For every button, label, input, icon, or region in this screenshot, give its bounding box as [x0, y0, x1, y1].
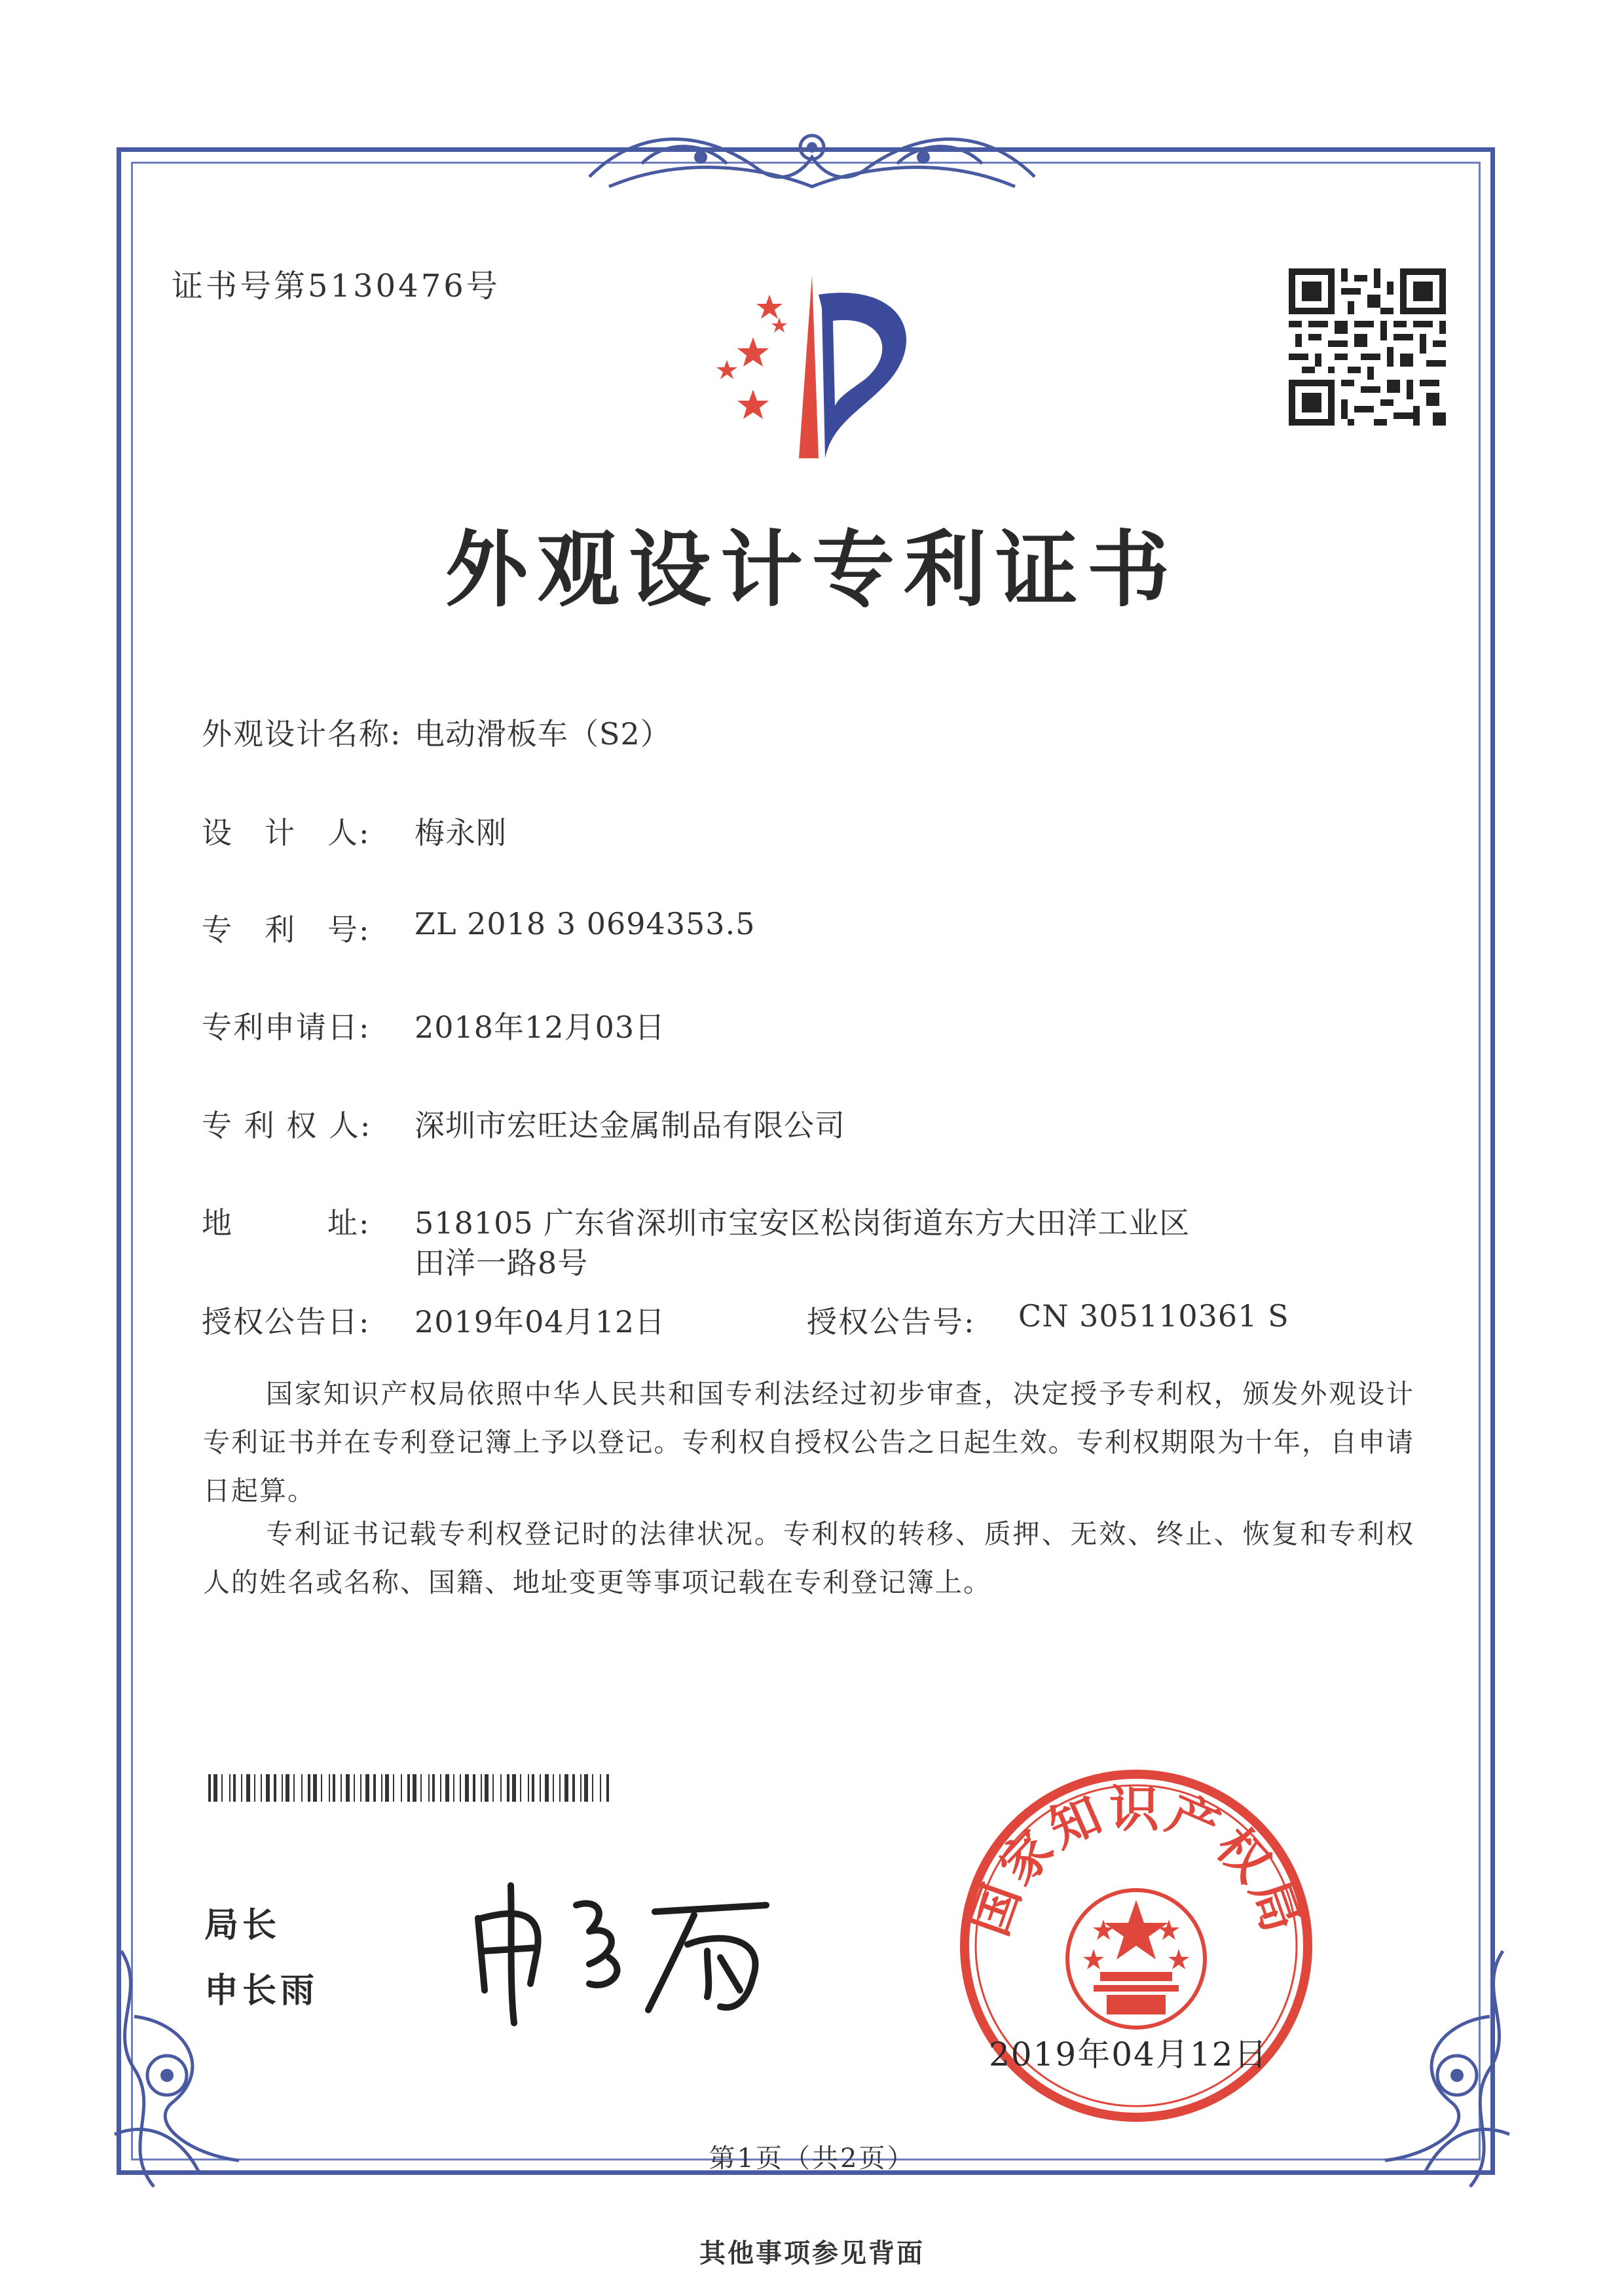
barcode-bar: [532, 1774, 534, 1802]
handwritten-signature: [458, 1879, 825, 2030]
barcode-bar: [520, 1774, 521, 1802]
barcode-bar: [500, 1774, 502, 1802]
footer-note: 其他事项参见背面: [699, 2238, 925, 2269]
signer-title: 局长: [204, 1905, 281, 1945]
barcode-bar: [208, 1774, 211, 1802]
certificate-title: 外观设计专利证书: [445, 521, 1179, 618]
barcode-bar: [274, 1774, 276, 1802]
barcode: [208, 1774, 614, 1802]
patentee-value: 深圳市宏旺达金属制品有限公司: [415, 1108, 845, 1143]
barcode-bar: [241, 1774, 242, 1802]
barcode-bar: [407, 1774, 410, 1802]
designer-label: 设 计 人:: [202, 815, 371, 850]
barcode-bar: [445, 1774, 449, 1802]
barcode-bar: [413, 1774, 416, 1802]
patentee-label: 专 利 权 人:: [202, 1108, 372, 1143]
designer-value: 梅永刚: [415, 815, 507, 850]
barcode-bar: [606, 1774, 609, 1802]
barcode-bar: [360, 1774, 361, 1802]
barcode-bar: [432, 1774, 435, 1802]
barcode-bar: [321, 1774, 322, 1802]
body-paragraph-1: 国家知识产权局依照中华人民共和国专利法经过初步审查，决定授予专利权，颁发外观设计专利证书并在专利登记簿上予以登记。专利权自授权公告之日起生效。专利权期限为十年，自申请日起算。: [203, 1378, 1414, 1506]
page-number: 第1页（共2页）: [709, 2143, 915, 2174]
barcode-bar: [286, 1774, 289, 1802]
barcode-bar: [545, 1774, 549, 1802]
barcode-bar: [528, 1774, 529, 1802]
design-name-label: 外观设计名称:: [202, 716, 402, 752]
barcode-bar: [254, 1774, 255, 1802]
barcode-bar: [301, 1774, 303, 1802]
barcode-bar: [507, 1774, 509, 1802]
filing-date-label: 专利申请日:: [202, 1010, 371, 1045]
barcode-bar: [564, 1774, 568, 1802]
barcode-bar: [229, 1774, 231, 1802]
barcode-bar: [481, 1774, 482, 1802]
top-ornament: [563, 111, 1061, 210]
barcode-bar: [385, 1774, 389, 1802]
patent-number-label: 专 利 号:: [202, 912, 371, 947]
barcode-bar: [473, 1774, 475, 1802]
barcode-bar: [600, 1774, 601, 1802]
address-line-2: 田洋一路8号: [415, 1245, 589, 1281]
seal-date: 2019年04月12日: [989, 2035, 1268, 2073]
barcode-bar: [460, 1774, 461, 1802]
barcode-bar: [221, 1774, 223, 1802]
qr-code: [1289, 268, 1446, 426]
barcode-bar: [333, 1774, 335, 1802]
barcode-bar: [420, 1774, 422, 1802]
barcode-bar: [213, 1774, 217, 1802]
barcode-bar: [492, 1774, 494, 1802]
barcode-bar: [261, 1774, 262, 1802]
barcode-bar: [341, 1774, 342, 1802]
barcode-bar: [393, 1774, 394, 1802]
patent-number-value: ZL 2018 3 0694353.5: [415, 906, 756, 941]
address-label: 地 址:: [202, 1205, 371, 1241]
barcode-bar: [584, 1774, 588, 1802]
barcode-bar: [246, 1774, 250, 1802]
barcode-bar: [381, 1774, 382, 1802]
barcode-bar: [553, 1774, 554, 1802]
barcode-bar: [308, 1774, 310, 1802]
barcode-bar: [354, 1774, 355, 1802]
barcode-bar: [580, 1774, 581, 1802]
barcode-bar: [512, 1774, 516, 1802]
address-line-1: 518105 广东省深圳市宝安区松岗街道东方大田洋工业区: [415, 1205, 1190, 1241]
barcode-bar: [465, 1774, 469, 1802]
barcode-bar: [313, 1774, 317, 1802]
signer-name: 申长雨: [204, 1971, 319, 2011]
barcode-bar: [346, 1774, 350, 1802]
barcode-bar: [440, 1774, 441, 1802]
grant-number-value: CN 305110361 S: [1018, 1298, 1289, 1334]
grant-date-label: 授权公告日:: [202, 1304, 371, 1339]
barcode-bar: [401, 1774, 402, 1802]
grant-date-value: 2019年04月12日: [415, 1304, 666, 1339]
svg-text:国家知识产权局: 国家知识产权局: [959, 1779, 1313, 1943]
barcode-bar: [572, 1774, 575, 1802]
design-name-value: 电动滑板车（S2）: [415, 716, 671, 752]
filing-date-value: 2018年12月03日: [415, 1010, 666, 1045]
barcode-bar: [373, 1774, 376, 1802]
barcode-bar: [540, 1774, 541, 1802]
barcode-bar: [293, 1774, 295, 1802]
patent-office-logo: [688, 268, 936, 465]
barcode-bar: [485, 1774, 489, 1802]
barcode-bar: [329, 1774, 330, 1802]
body-paragraph-2: 专利证书记载专利权登记时的法律状况。专利权的转移、质押、无效、终止、恢复和专利权人的姓名或名称、国籍、地址变更等事项记载在专利登记簿上。: [203, 1518, 1414, 1598]
grant-number-label: 授权公告号:: [807, 1304, 976, 1339]
barcode-bar: [592, 1774, 593, 1802]
barcode-bar: [453, 1774, 454, 1802]
barcode-bar: [266, 1774, 270, 1802]
barcode-bar: [428, 1774, 430, 1802]
barcode-bar: [559, 1774, 561, 1802]
certificate-number: 证书号第5130476号: [172, 268, 500, 304]
barcode-bar: [233, 1774, 236, 1802]
barcode-bar: [282, 1774, 283, 1802]
barcode-bar: [365, 1774, 369, 1802]
